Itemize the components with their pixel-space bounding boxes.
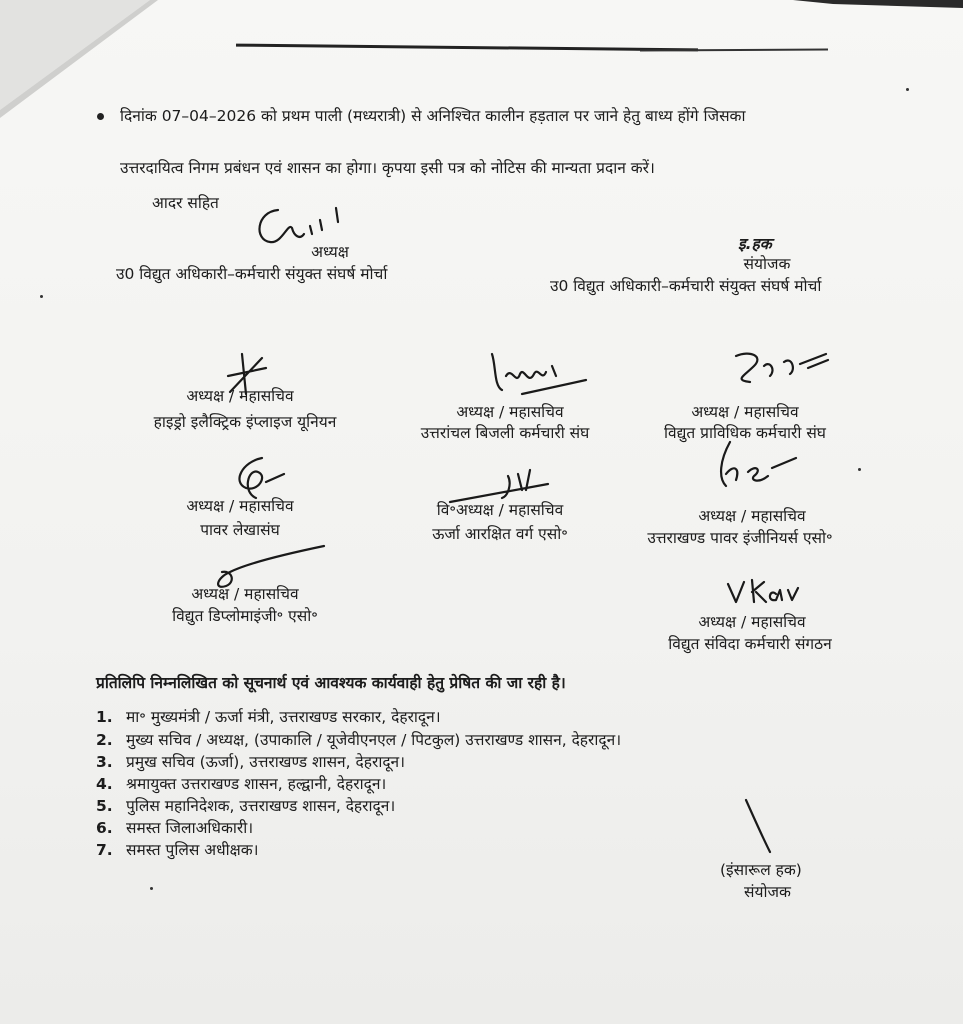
top-left-title: अध्यक्ष — [311, 243, 349, 261]
notice-line-1: दिनांक 07–04–2026 को प्रथम पाली (मध्यरात्री) से अनिश्चित कालीन हड़ताल पर जाने हेतु बाध्य होंगे जिसका — [120, 107, 746, 125]
copy-to-item: 5. पुलिस महानिदेशक, उत्तराखण्ड शासन, देहरादून। — [96, 797, 396, 815]
copy-to-heading: प्रतिलिपि निम्नलिखित को सूचनार्थ एवं आवश्यक कार्यवाही हेतु प्रेषित की जा रही है। — [96, 674, 566, 692]
header-rule-tail — [640, 49, 828, 52]
grid-title-4: अध्यक्ष / महासचिव — [186, 497, 294, 515]
grid-org-5: ऊर्जा आरक्षित वर्ग एसो॰ — [432, 525, 568, 543]
grid-title-7: अध्यक्ष / महासचिव — [191, 585, 299, 603]
scan-speck — [150, 887, 153, 890]
grid-org-8: विद्युत संविदा कर्मचारी संगठन — [668, 635, 832, 653]
copy-to-item: 6. समस्त जिलाअधिकारी। — [96, 819, 254, 837]
grid-org-6: उत्तराखण्ड पावर इंजीनियर्स एसो॰ — [647, 529, 833, 547]
signature-final — [740, 796, 780, 858]
grid-title-5: वि॰अध्यक्ष / महासचिव — [436, 501, 564, 519]
grid-org-4: पावर लेखासंघ — [200, 521, 280, 539]
notice-line-2: उत्तरदायित्व निगम प्रबंधन एवं शासन का होगा। कृपया इसी पत्र को नोटिस की मान्यता प्रदान करें। — [120, 159, 655, 177]
final-signatory-title: संयोजक — [744, 883, 791, 901]
grid-org-1: हाइड्रो इलैक्ट्रिक इंप्लाइज यूनियन — [153, 413, 337, 431]
page-fold-shadow — [0, 0, 200, 120]
final-signatory-name: (इंसारूल हक) — [720, 861, 802, 879]
copy-to-item: 3. प्रमुख सचिव (ऊर्जा), उत्तराखण्ड शासन, देहरादून। — [96, 753, 406, 771]
grid-title-3: अध्यक्ष / महासचिव — [691, 403, 799, 421]
copy-to-item: 4. श्रमायुक्त उत्तराखण्ड शासन, हल्द्वानी, देहरादून। — [96, 775, 387, 793]
grid-title-6: अध्यक्ष / महासचिव — [698, 507, 806, 525]
grid-title-8: अध्यक्ष / महासचिव — [698, 613, 806, 631]
header-rule — [236, 44, 698, 52]
grid-title-1: अध्यक्ष / महासचिव — [186, 387, 294, 405]
signature-sanyojak: इ.हक — [738, 235, 772, 253]
copy-to-item: 7. समस्त पुलिस अधीक्षक। — [96, 841, 259, 859]
copy-to-item: 1. मा॰ मुख्यमंत्री / ऊर्जा मंत्री, उत्तराखण्ड सरकार, देहरादून। — [96, 708, 441, 726]
bullet-icon — [97, 113, 104, 120]
signature-grid-3 — [730, 346, 840, 390]
signature-grid-6 — [706, 438, 806, 498]
grid-org-3: विद्युत प्राविधिक कर्मचारी संघ — [664, 424, 826, 442]
scan-speck — [858, 468, 861, 471]
top-right-org: उ0 विद्युत अधिकारी–कर्मचारी संयुक्त संघर्ष मोर्चा — [550, 277, 822, 295]
top-left-org: उ0 विद्युत अधिकारी–कर्मचारी संयुक्त संघर्ष मोर्चा — [116, 265, 388, 283]
top-right-title: संयोजक — [743, 255, 791, 273]
closing-text: आदर सहित — [152, 194, 219, 212]
signature-grid-8 — [724, 574, 804, 608]
signature-grid-2 — [482, 346, 592, 402]
copy-to-item: 2. मुख्य सचिव / अध्यक्ष, (उपाकालि / यूजेवीएनएल / पिटकुल) उत्तराखण्ड शासन, देहरादून। — [96, 731, 622, 749]
grid-org-2: उत्तरांचल बिजली कर्मचारी संघ — [420, 424, 590, 442]
scan-speck — [906, 88, 909, 91]
grid-org-7: विद्युत डिप्लोमाइंजी॰ एसो॰ — [172, 607, 318, 625]
grid-title-2: अध्यक्ष / महासचिव — [456, 403, 564, 421]
scan-speck — [40, 295, 43, 298]
corner-shadow — [793, 0, 963, 12]
